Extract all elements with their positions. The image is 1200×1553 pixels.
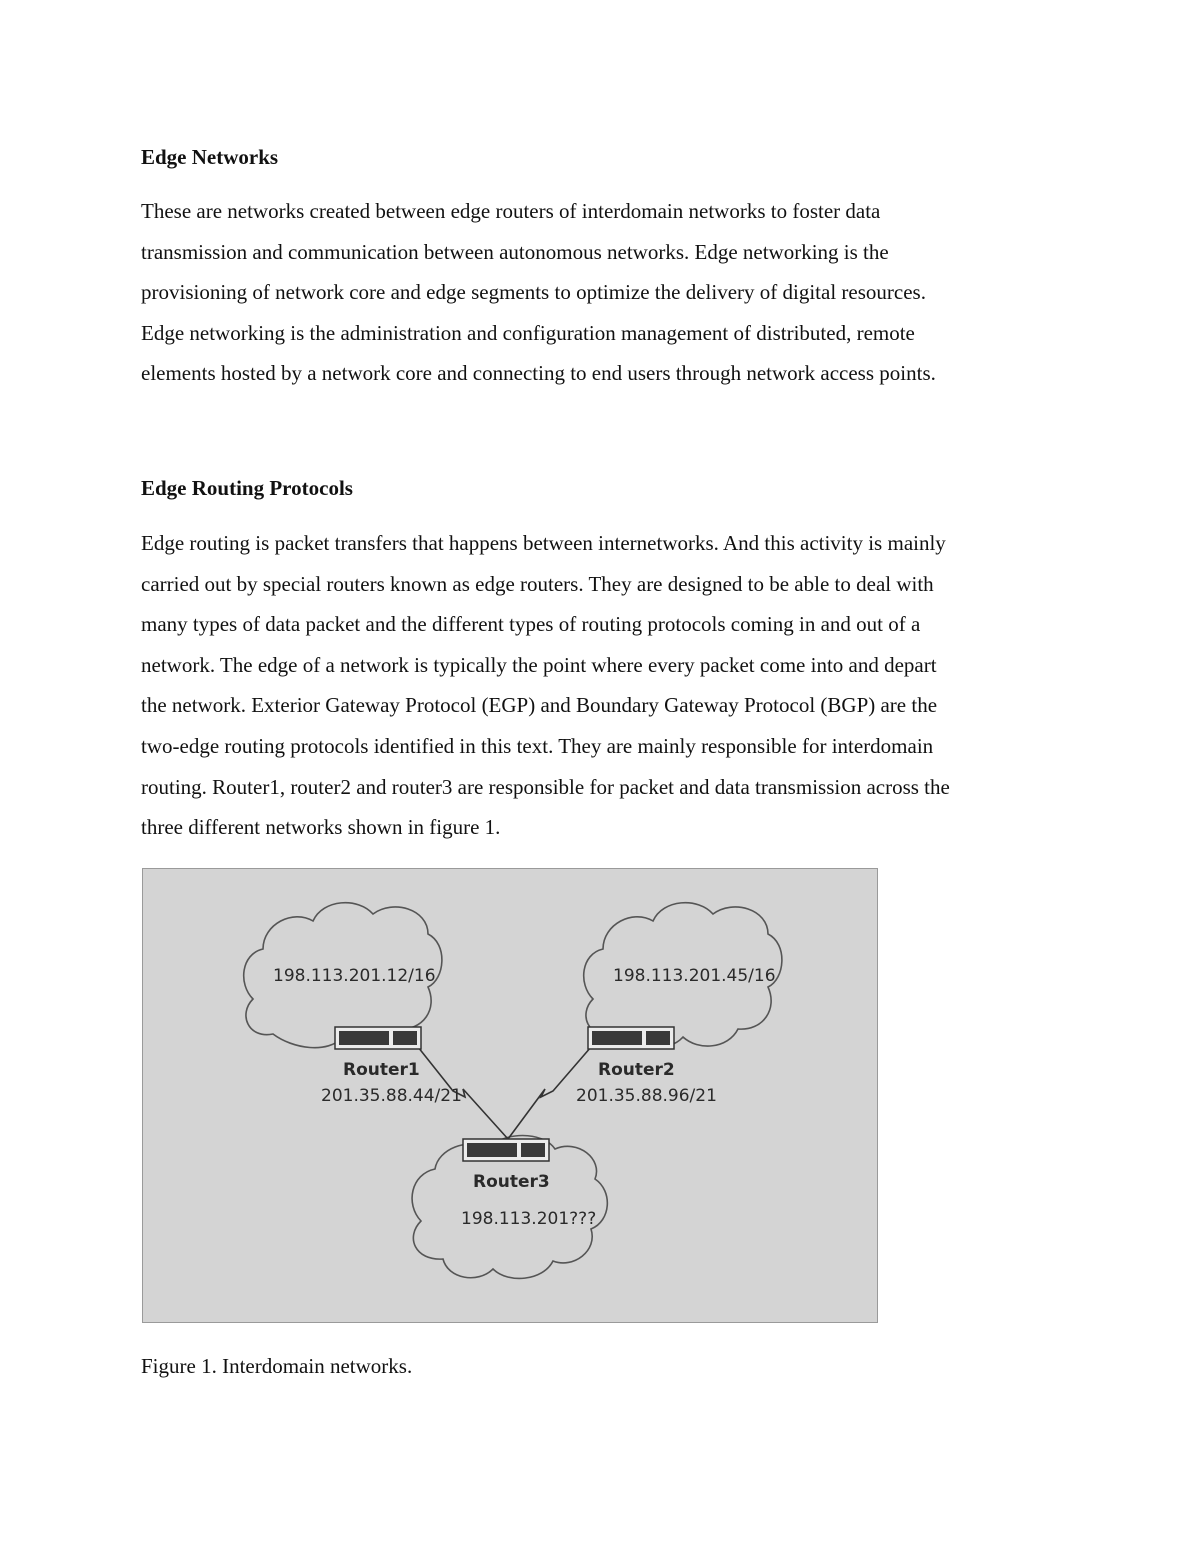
text-line: routing. Router1, router2 and router3 are responsible for packet and data transmission across the (141, 774, 950, 799)
router3-label: Router3 (473, 1172, 550, 1192)
router1-address: 201.35.88.44/21 (321, 1086, 462, 1106)
text-line: network. The edge of a network is typically the point where every packet come into and depart (141, 652, 937, 677)
section-heading-edge-networks: Edge Networks (141, 145, 279, 169)
text-line: many types of data packet and the different types of routing protocols coming in and out of a (141, 612, 921, 637)
text-line: three different networks shown in figure 1. (141, 815, 501, 840)
text-line: elements hosted by a network core and connecting to end users through network access points. (141, 361, 936, 386)
text-line: two-edge routing protocols identified in this text. They are mainly responsible for interdomain (141, 733, 934, 758)
network-diagram-figure (142, 868, 878, 1323)
cloud2-network-label: 198.113.201.45/16 (613, 966, 776, 986)
network-diagram (143, 869, 879, 1324)
text-line: These are networks created between edge routers of interdomain networks to foster data (141, 199, 881, 223)
cloud1-network-label: 198.113.201.12/16 (273, 966, 436, 986)
figure-caption: Figure 1. Interdomain networks. (141, 1354, 413, 1378)
section-heading-edge-routing-protocols: Edge Routing Protocols (141, 476, 353, 500)
text-line: provisioning of network core and edge segments to optimize the delivery of digital resources. (141, 280, 926, 305)
text-line: the network. Exterior Gateway Protocol (EGP) and Boundary Gateway Protocol (BGP) are the (141, 693, 938, 718)
text-line: Edge networking is the administration and configuration management of distributed, remote (141, 320, 915, 345)
text-line: Edge routing is packet transfers that happens between internetworks. And this activity is mainly (141, 531, 946, 555)
router1-device (335, 1027, 421, 1049)
text-line: transmission and communication between autonomous networks. Edge networking is the (141, 239, 889, 264)
router2-device (588, 1027, 674, 1049)
router2-address: 201.35.88.96/21 (576, 1086, 717, 1106)
router1-label: Router1 (343, 1060, 420, 1080)
paragraph-edge-routing (141, 523, 1061, 848)
paragraph-edge-networks (141, 191, 1061, 394)
text-line: carried out by special routers known as edge routers. They are designed to be able to deal with (141, 571, 934, 596)
router2-label: Router2 (598, 1060, 675, 1080)
cloud3-network-label: 198.113.201??? (461, 1209, 597, 1229)
router3-device (463, 1139, 549, 1161)
